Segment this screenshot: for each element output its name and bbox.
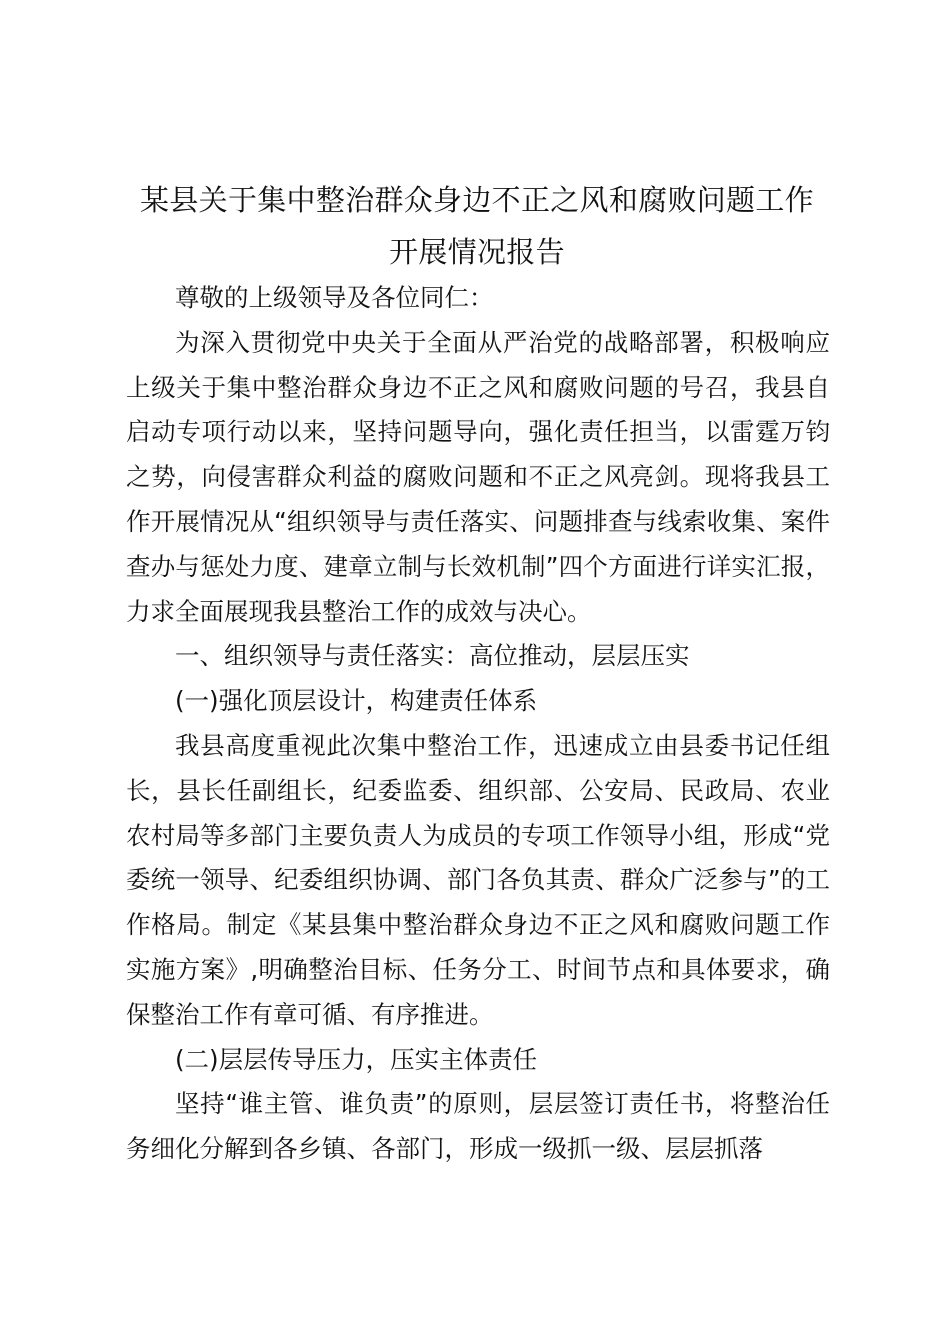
subsection-body-1: 我县高度重视此次集中整治工作，迅速成立由县委书记任组长，县长任副组长，纪委监委、组织部、公安局、民政局、农业农村局等多部门主要负责人为成员的专项工作领导小组，形成“党委统一领导、纪委组织协调、部门各负其责、群众广泛参与”的工作格局。制定《某县集中整治群众身边不正之风和腐败问题工作实施方案》,明确整治目标、任务分工、时间节点和具体要求，确保整治工作有章可循、有序推进。 (126, 730, 830, 1029)
salutation: 尊敬的上级领导及各位同仁： (175, 283, 494, 312)
document-body (126, 276, 830, 1172)
subsection-heading-1: (一)强化顶层设计，构建责任体系 (175, 686, 538, 716)
section-heading-1: 一、组织领导与责任落实：高位推动，层层压实 (175, 641, 690, 671)
document-title: 某县关于集中整治群众身边不正之风和腐败问题工作开展情况报告 (140, 183, 814, 269)
subsection-body-2: 坚持“谁主管、谁负责”的原则，层层签订责任书，将整治任务细化分解到各乡镇、各部门，形成一级抓一级、层层抓落 (126, 1089, 830, 1164)
intro-paragraph: 为深入贯彻党中央关于全面从严治党的战略部署，积极响应上级关于集中整治群众身边不正之风和腐败问题的号召，我县自启动专项行动以来，坚持问题导向，强化责任担当，以雷霆万钧之势，向侵害群众利益的腐败问题和不正之风亮剑。现将我县工作开展情况从“组织领导与责任落实、问题排查与线索收集、案件查办与惩处力度、建章立制与长效机制”四个方面进行详实汇报，力求全面展现我县整治工作的成效与决心。 (126, 327, 830, 626)
subsection-heading-2: (二)层层传导压力，压实主体责任 (175, 1044, 538, 1074)
